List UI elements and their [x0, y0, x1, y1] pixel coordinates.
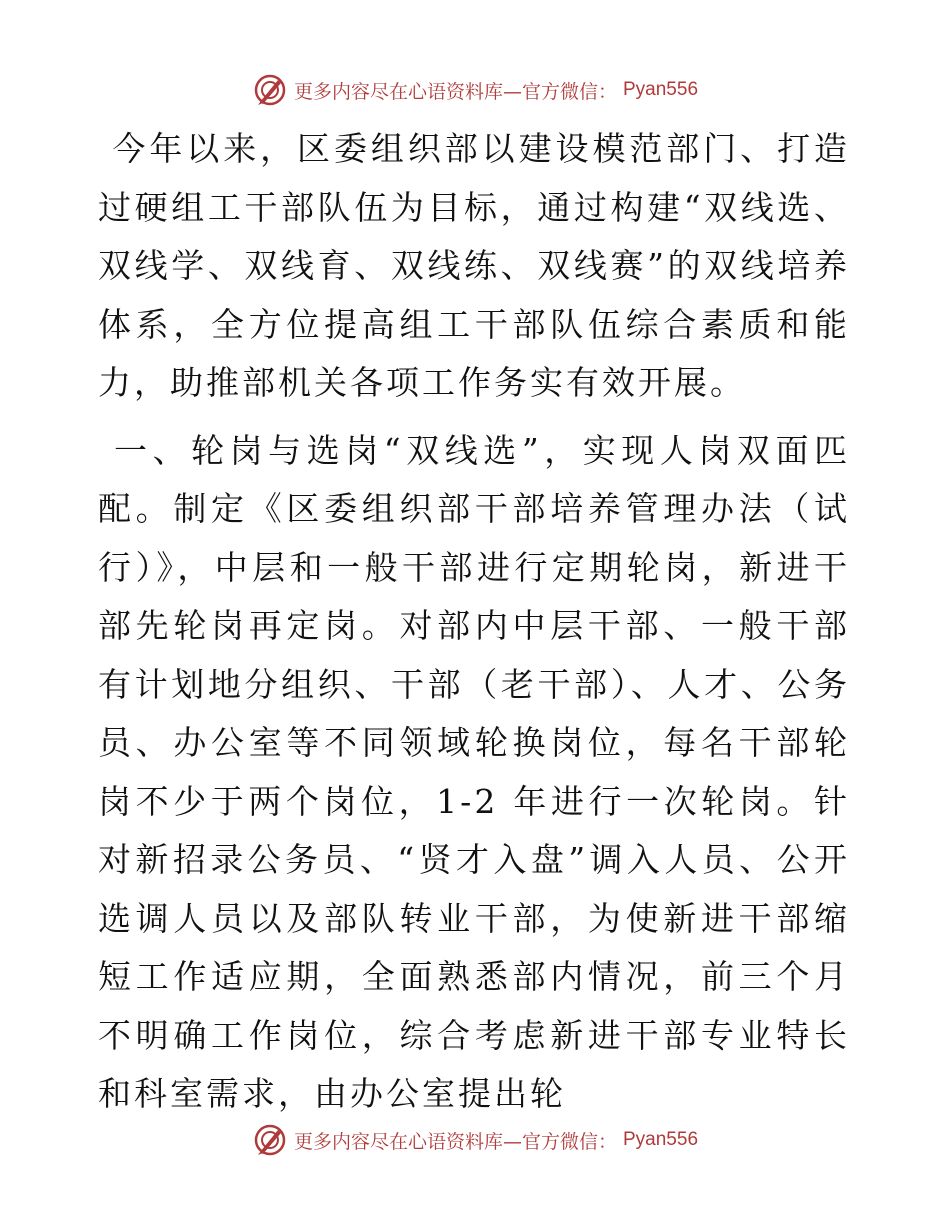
pen-seal-icon	[252, 72, 288, 108]
intro-paragraph: 今年以来，区委组织部以建设模范部门、打造过硬组工干部队伍为目标，通过构建“双线选、双线学、双线育、双线练、双线赛”的双线培养体系，全方位提高组工干部队伍综合素质和能力，助推部机关各项工作务实有效开展。	[98, 129, 850, 402]
document-body	[98, 120, 850, 1124]
watermark-handle: Pyan556	[623, 1129, 699, 1150]
footer-watermark	[0, 1120, 950, 1160]
pen-seal-icon	[252, 1122, 288, 1158]
watermark-text: 更多内容尽在心语资料库—官方微信：	[293, 1130, 617, 1153]
watermark-handle: Pyan556	[623, 79, 699, 100]
section-one-paragraph: 一、轮岗与选岗“双线选”，实现人岗双面匹配。制定《区委组织部干部培养管理办法（试行）》，中层和一般干部进行定期轮岗，新进干部先轮岗再定岗。对部内中层干部、一般干部有计划地分组织、干部（老干部）、人才、公务员、办公室等不同领域轮换岗位，每名干部轮岗不少于两个岗位，1-2 年进行一次轮岗。针对新招录公务员、“贤才入盘”调入人员、公开选调人员以及部队转业干部，为使新进干部缩短工作适应期，全面熟悉部内情况，前三个月不明确工作岗位，综合考虑新进干部专业特长和科室需求，由办公室提出轮	[98, 430, 850, 1113]
watermark-text: 更多内容尽在心语资料库—官方微信：	[293, 80, 617, 103]
header-watermark	[0, 70, 950, 110]
